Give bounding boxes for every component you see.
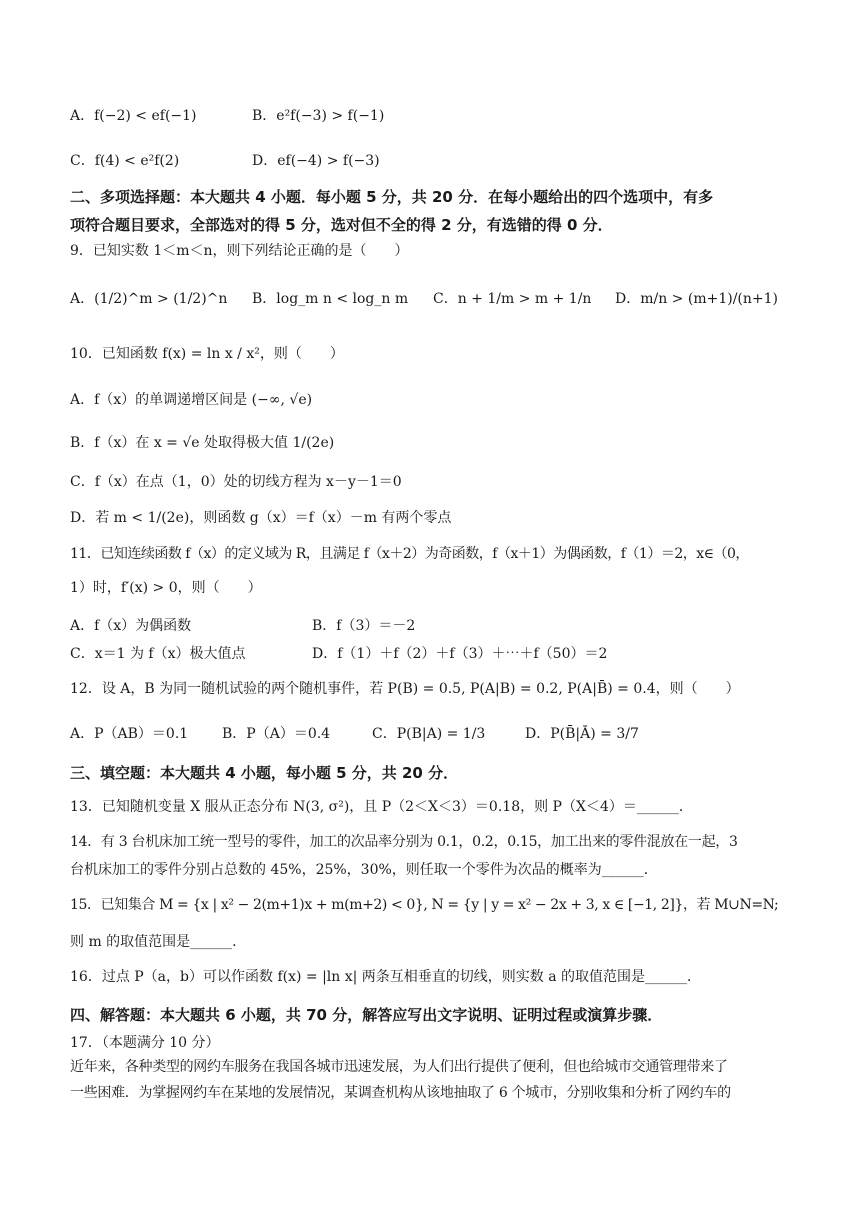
q12-option-d: D．P(B̄|Ā) = 3/7 [525,726,639,742]
q9-option-b: B．log_m n < log_n m [252,291,409,307]
q11-option-a: A．f（x）为偶函数 [70,618,192,634]
q12-option-a: A．P（AB）＝0.1 [70,726,189,742]
q17-header: 17．（本题满分 10 分） [70,1035,220,1051]
section3-heading: 三、填空题：本大题共 4 小题，每小题 5 分，共 20 分． [70,764,459,782]
q17-text-line1: 近年来，各种类型的网约车服务在我国各城市迅速发展，为人们出行提供了便利，但也给城市交通管理带来了 [70,1059,728,1075]
section2-heading-line2: 项符合题目要求，全部选对的得 5 分，选对但不全的得 2 分，有选错的得 0 分． [70,216,613,234]
q11-stem-line2: 1）时，f′(x) > 0，则（ ） [70,580,262,596]
q9-option-a: A．(1/2)^m > (1/2)^n [70,291,228,307]
q9-stem: 9．已知实数 1＜m＜n，则下列结论正确的是（ ） [70,243,409,259]
q10-option-b: B．f（x）在 x = √e 处取得极大值 1/(2e) [70,435,335,451]
q12-stem: 12．设 A，B 为同一随机试验的两个随机事件，若 P(B) = 0.5, P(A|B) = 0.2, P(A|B̄) = 0.4，则（ ） [70,681,740,697]
q8-option-c: C．f(4) < e²f(2) [70,153,180,169]
q10-option-c: C．f（x）在点（1，0）处的切线方程为 x－y－1＝0 [70,474,402,490]
q16-text: 16．过点 P（a，b）可以作函数 f(x) = |ln x| 两条互相垂直的切线，则实数 a 的取值范围是______． [70,969,702,985]
q14-text-line2: 台机床加工的零件分别占总数的 45%，25%，30%，则任取一个零件为次品的概率为______． [70,862,658,878]
q12-option-b: B．P（A）＝0.4 [222,726,331,742]
q8-option-a: A．f(−2) < ef(−1) [70,108,197,124]
q11-option-b: B．f（3）＝－2 [312,618,416,634]
q15-text-line1: 15．已知集合 M = {x | x² − 2(m+1)x + m(m+2) < 0}, N = {y | y = x² − 2x + 3, x ∈ [−1, 2]}，若 M∪N=N; [70,897,779,913]
q17-text-line2: 一些困难．为掌握网约车在某地的发展情况，某调查机构从该地抽取了 6 个城市，分别收集和分析了网约车的 [70,1085,731,1101]
q15-text-line2: 则 m 的取值范围是______． [70,934,247,950]
q9-option-d: D．m/n > (m+1)/(n+1) [615,291,778,307]
q10-option-a: A．f（x）的单调递增区间是 (−∞, √e) [70,392,313,408]
q14-text-line1: 14．有 3 台机床加工统一型号的零件，加工的次品率分别为 0.1，0.2，0.15，加工出来的零件混放在一起，3 [70,834,738,850]
q10-option-d: D．若 m < 1/(2e)，则函数 g（x）＝f（x）－m 有两个零点 [70,510,452,526]
q10-stem: 10．已知函数 f(x) = ln x / x²，则（ ） [70,346,344,362]
q11-option-d: D．f（1）＋f（2）＋f（3）＋⋯＋f（50）＝2 [312,646,608,662]
q13-text: 13．已知随机变量 X 服从正态分布 N(3, σ²)，且 P（2＜X＜3）＝0.18，则 P（X＜4）＝______． [70,799,693,815]
q8-option-b: B．e²f(−3) > f(−1) [252,108,385,124]
q12-option-c: C．P(B|A) = 1/3 [372,726,486,742]
section2-heading-line1: 二、多项选择题：本大题共 4 小题．每小题 5 分，共 20 分．在每小题给出的四个选项中，有多 [70,188,714,206]
section4-heading: 四、解答题：本大题共 6 小题，共 70 分，解答应写出文字说明、证明过程或演算步骤． [70,1006,663,1024]
q9-option-c: C．n + 1/m > m + 1/n [433,291,592,307]
q11-stem-line1: 11．已知连续函数 f（x）的定义域为 R，且满足 f（x＋2）为奇函数，f（x＋1）为偶函数，f（1）＝2，x∈（0， [70,546,749,562]
q11-option-c: C．x＝1 为 f（x）极大值点 [70,646,246,662]
q8-option-d: D．ef(−4) > f(−3) [252,153,380,169]
